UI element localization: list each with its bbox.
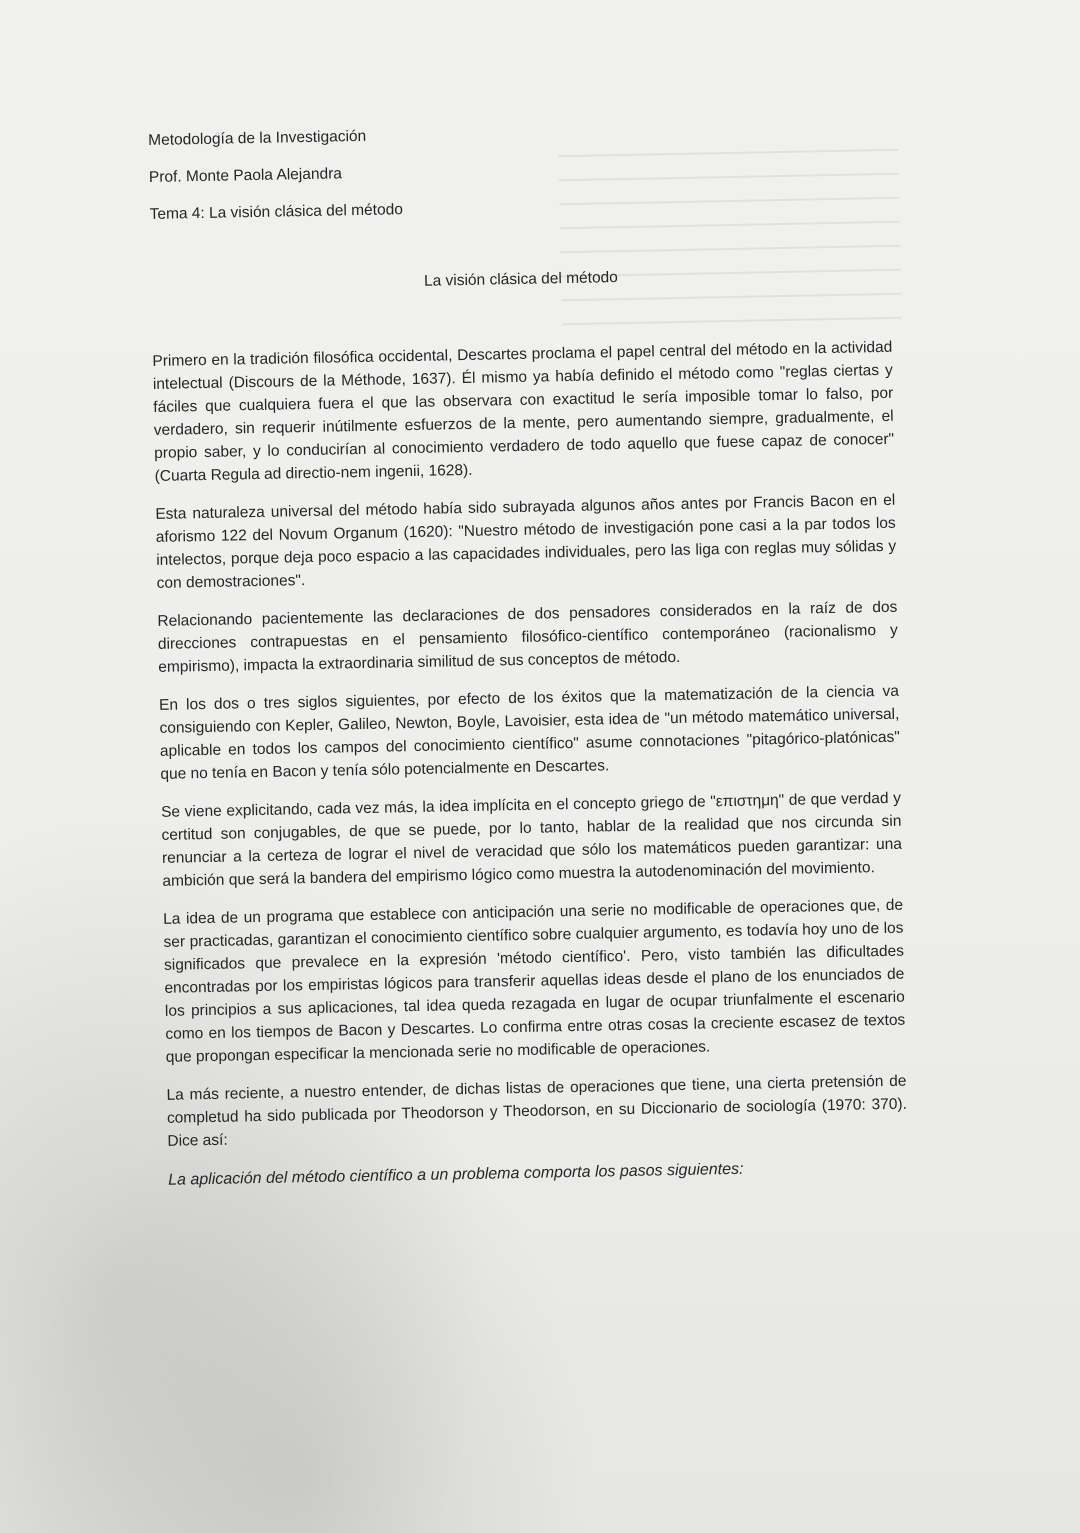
paragraph-mathematization: En los dos o tres siglos siguientes, por efecto de los éxitos que la matematización de la ciencia va consiguiendo con Kepler, Galileo, Newton, Boyle, Lavoisier, esta idea de "un método matemático universal, aplicable en todos los campos del conocimiento científico" asume connotaciones "pitagórico-platónicas" que no tenía en Bacon y tenía sólo potencialmente en Descartes. <box>158 682 900 783</box>
paragraph-comparison: Relacionando pacientemente las declaraciones de dos pensadores considerados en la raíz de dos direcciones contrapuestas en el pensamiento filosófico-científico contemporáneo (racionalismo y empirismo), impacta la extraordinaria similitud de sus conceptos de método. <box>157 598 898 676</box>
professor-name: Prof. Monte Paola Alejandra <box>148 165 343 186</box>
closing-line: La aplicación del método científico a un problema comporta los pasos siguientes: <box>168 1160 744 1189</box>
document-content <box>148 116 908 1193</box>
paragraph-episteme: Se viene explicitando, cada vez más, la idea implícita en el concepto griego de "επιστημη" de que verdad y certitud son conjugables, de que se puede, por lo tanto, hablar de la realidad que nos circunda sin renunciar a la certeza de lograr el nivel de veracidad que sólo los matemáticos pueden garantizar: una ambición que será la bandera del empirismo lógico como muestra la autodenominación del movimiento. <box>160 789 903 890</box>
paragraph-scientific-method: La idea de un programa que establece con anticipación una serie no modificable de operaciones que, de ser practicadas, garantizan el conocimiento científico sobre cualquier argumento, es todavía hoy uno de los significados que prevalece en la expresión 'método científico'. Pero, visto también las dificultades encontradas por los empiristas lógicos para transferir aquellas ideas desde el plano de los enunciados de los principios a sus aplicaciones, tal idea queda rezagada en lugar de ocupar triunfalmente el escenario como en los tiempos de Bacon y Descartes. Lo confirma entre otras cosas la creciente escasez de textos que propongan especificar la mencionada serie no modificable de operaciones. <box>162 896 906 1066</box>
paragraph-descartes: Primero en la tradición filosófica occidental, Descartes proclama el papel central del método en la actividad intelectual (Discours de la Méthode, 1637). Él mismo ya había definido el método como "reglas ciertas y fáciles que cualquiera fuera el que las observara con exactitud le sería imposible tomar lo falso, por verdadero, sin requerir inútilmente esfuerzos de la mente, pero aumentando siempre, gradualmente, el propio saber, y lo conducirían al conocimiento verdadero de todo aquello que fuese capaz de conocer" (Cuarta Regula ad directio-nem ingenii, 1628). <box>152 338 895 485</box>
paragraph-bacon: Esta naturaleza universal del método había sido subrayada algunos años antes por Francis Bacon en el aforismo 122 del Novum Organum (1620): "Nuestro método de investigación pone casi a la par todos los intelectos, porque deja poco espacio a las capacidades individuales, pero las liga con reglas muy sólidas y con demostraciones". <box>155 491 897 592</box>
course-name: Metodología de la Investigación <box>148 127 367 149</box>
topic-line: Tema 4: La visión clásica del método <box>149 201 404 223</box>
paragraph-theodorson: La más reciente, a nuestro entender, de dichas listas de operaciones que tiene, una cierta pretensión de completud ha sido publicada por Theodorson y Theodorson, en su Diccionario de sociología (1970: 370). Dice así: <box>166 1072 908 1150</box>
document-title: La visión clásica del método <box>423 269 619 290</box>
